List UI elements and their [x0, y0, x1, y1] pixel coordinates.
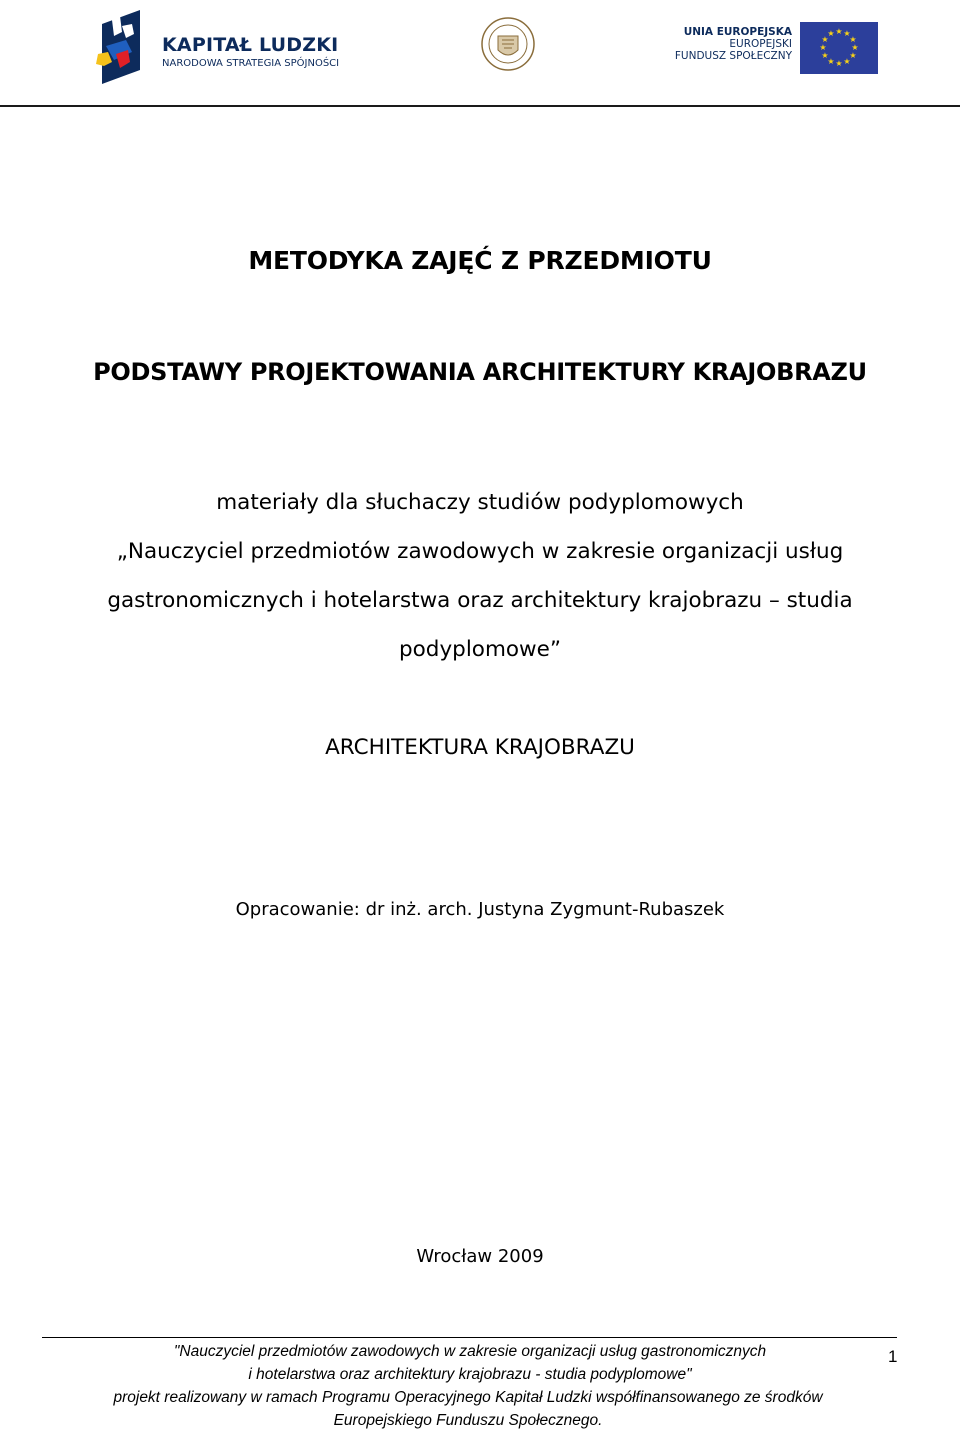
- page-header: [0, 0, 960, 106]
- university-seal-icon: [480, 16, 536, 72]
- author-credit: Opracowanie: dr inż. arch. Justyna Zygmunt-Rubaszek: [235, 899, 725, 920]
- svg-text:★: ★: [819, 43, 827, 52]
- svg-text:★: ★: [849, 35, 857, 44]
- eu-flag-icon: [800, 22, 878, 74]
- subtitle-line-3: gastronomicznych i hotelarstwa oraz architektury krajobrazu – studia: [107, 588, 853, 613]
- svg-text:★: ★: [843, 29, 851, 38]
- svg-text:★: ★: [821, 35, 829, 44]
- footer-line-2: i hotelarstwa oraz architektury krajobrazu - studia podyplomowe": [248, 1366, 692, 1383]
- svg-text:★: ★: [827, 29, 835, 38]
- footer-line-4: Europejskiego Funduszu Społecznego.: [333, 1412, 603, 1429]
- kapital-ludzki-emblem-icon: [92, 4, 156, 90]
- course-title: PODSTAWY PROJEKTOWANIA ARCHITEKTURY KRAJOBRAZU: [93, 358, 867, 386]
- svg-text:★: ★: [849, 51, 857, 60]
- svg-text:★: ★: [843, 57, 851, 66]
- footer-line-3: projekt realizowany w ramach Programu Operacyjnego Kapitał Ludzki współfinansowanego ze środków: [113, 1389, 823, 1406]
- place-and-year: Wrocław 2009: [416, 1246, 544, 1267]
- eu-logo-text: [675, 26, 792, 62]
- svg-text:★: ★: [851, 43, 859, 52]
- svg-text:★: ★: [827, 57, 835, 66]
- kapital-ludzki-title: KAPITAŁ LUDZKI: [162, 34, 339, 56]
- svg-text:★: ★: [835, 59, 843, 68]
- header-divider: [0, 105, 960, 107]
- eu-text-line-3: FUNDUSZ SPOŁECZNY: [674, 50, 792, 62]
- eu-text-line-2: EUROPEJSKI: [729, 38, 792, 50]
- footer-line-1: "Nauczyciel przedmiotów zawodowych w zakresie organizacji usług gastronomicznych: [173, 1343, 767, 1360]
- subtitle-line-4: podyplomowe”: [399, 637, 561, 662]
- eu-text-line-1: UNIA EUROPEJSKA: [683, 26, 792, 38]
- field-of-study: ARCHITEKTURA KRAJOBRAZU: [325, 735, 635, 760]
- document-title: METODYKA ZAJĘĆ Z PRZEDMIOTU: [248, 246, 712, 275]
- footer-divider: [42, 1337, 897, 1338]
- svg-text:★: ★: [821, 51, 829, 60]
- subtitle-line-2: „Nauczyciel przedmiotów zawodowych w zakresie organizacji usług: [116, 539, 844, 564]
- kapital-ludzki-subtitle: NARODOWA STRATEGIA SPÓJNOŚCI: [162, 58, 340, 69]
- page-number: 1: [888, 1347, 898, 1366]
- subtitle-line-1: materiały dla słuchaczy studiów podyplomowych: [216, 490, 744, 515]
- svg-text:★: ★: [835, 27, 843, 36]
- kapital-ludzki-logo: [92, 4, 352, 90]
